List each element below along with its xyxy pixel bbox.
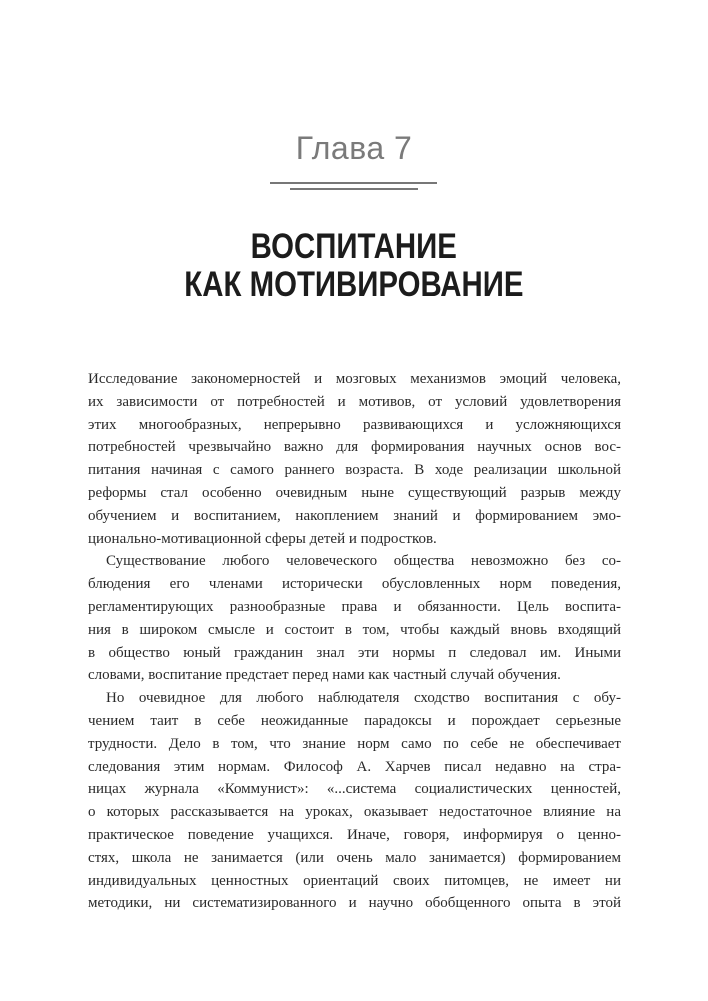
text-line: Исследование закономерностей и мозговых механизмов эмоций человека, xyxy=(88,371,621,387)
text-line: стях, школа не занимается (или очень мало занимается) формированием xyxy=(88,849,621,866)
text-line: ницах журнала «Коммунист»: «...система социалистических ценностей, xyxy=(88,781,621,798)
chapter-title-line-1 xyxy=(0,227,708,267)
text-line: потребностей чрезвычайно важно для формирования научных основ вос- xyxy=(88,439,621,456)
text-line: следования этим нормам. Философ А. Харчев писал недавно на стра- xyxy=(88,758,621,775)
title-text: КАК МОТИВИРОВАНИЕ xyxy=(184,265,524,304)
text-line: трудности. Дело в том, что знание норм само по себе не обеспечивает xyxy=(88,735,621,752)
text-line: питания начиная с самого раннего возраста. В ходе реализации школьной xyxy=(88,462,621,479)
text-line: о которых рассказывается на уроках, оказывает недостаточное влияние на xyxy=(88,804,621,821)
paragraph xyxy=(88,368,621,550)
text-line: блюдения его членами исторически обусловленных норм поведения, xyxy=(88,576,621,593)
title-text: ВОСПИТАНИЕ xyxy=(250,227,458,266)
text-line: словами, воспитание предстает перед нами как частный случай обучения. xyxy=(88,667,561,684)
body-text xyxy=(88,368,621,915)
text-line: Существование любого человеческого общества невозможно без со- xyxy=(106,553,621,570)
paragraph xyxy=(88,550,621,687)
text-line: практическое поведение учащихся. Иначе, говоря, информируя о ценно- xyxy=(88,826,621,843)
text-line: ния в широком смысле и состоит в том, чтобы каждый вновь входящий xyxy=(88,621,621,638)
chapter-title-line-2 xyxy=(0,265,708,305)
text-line: обучением и воспитанием, накоплением знаний и формированием эмо- xyxy=(88,507,621,524)
chapter-label: Глава 7 xyxy=(295,130,413,166)
decorative-rule-top xyxy=(270,182,437,184)
text-line: индивидуальных ценностных ориентаций своих питомцев, не имеет ни xyxy=(88,872,621,889)
text-line: в общество юный гражданин знал эти нормы п следовал им. Иными xyxy=(88,644,621,661)
text-line: методики, ни систематизированного и научно обобщенного опыта в этой xyxy=(88,895,621,912)
text-line: этих многообразных, непрерывно развивающихся и усложняющихся xyxy=(88,416,621,433)
text-line: их зависимости от потребностей и мотивов, от условий удовлетворения xyxy=(88,393,621,410)
text-line: Но очевидное для любого наблюдателя сходство воспитания с обу- xyxy=(106,690,621,707)
paragraph xyxy=(88,687,621,915)
decorative-rule-bottom xyxy=(290,188,418,190)
text-line: реформы стал особенно очевидным ныне существующий разрыв между xyxy=(88,484,621,501)
text-line: регламентирующих разнообразные права и обязанности. Цель воспита- xyxy=(88,598,621,615)
text-line: чением таит в себе неожиданные парадоксы и порождает серьезные xyxy=(88,712,621,729)
text-line: ционально-мотивационной сферы детей и подростков. xyxy=(88,530,437,547)
